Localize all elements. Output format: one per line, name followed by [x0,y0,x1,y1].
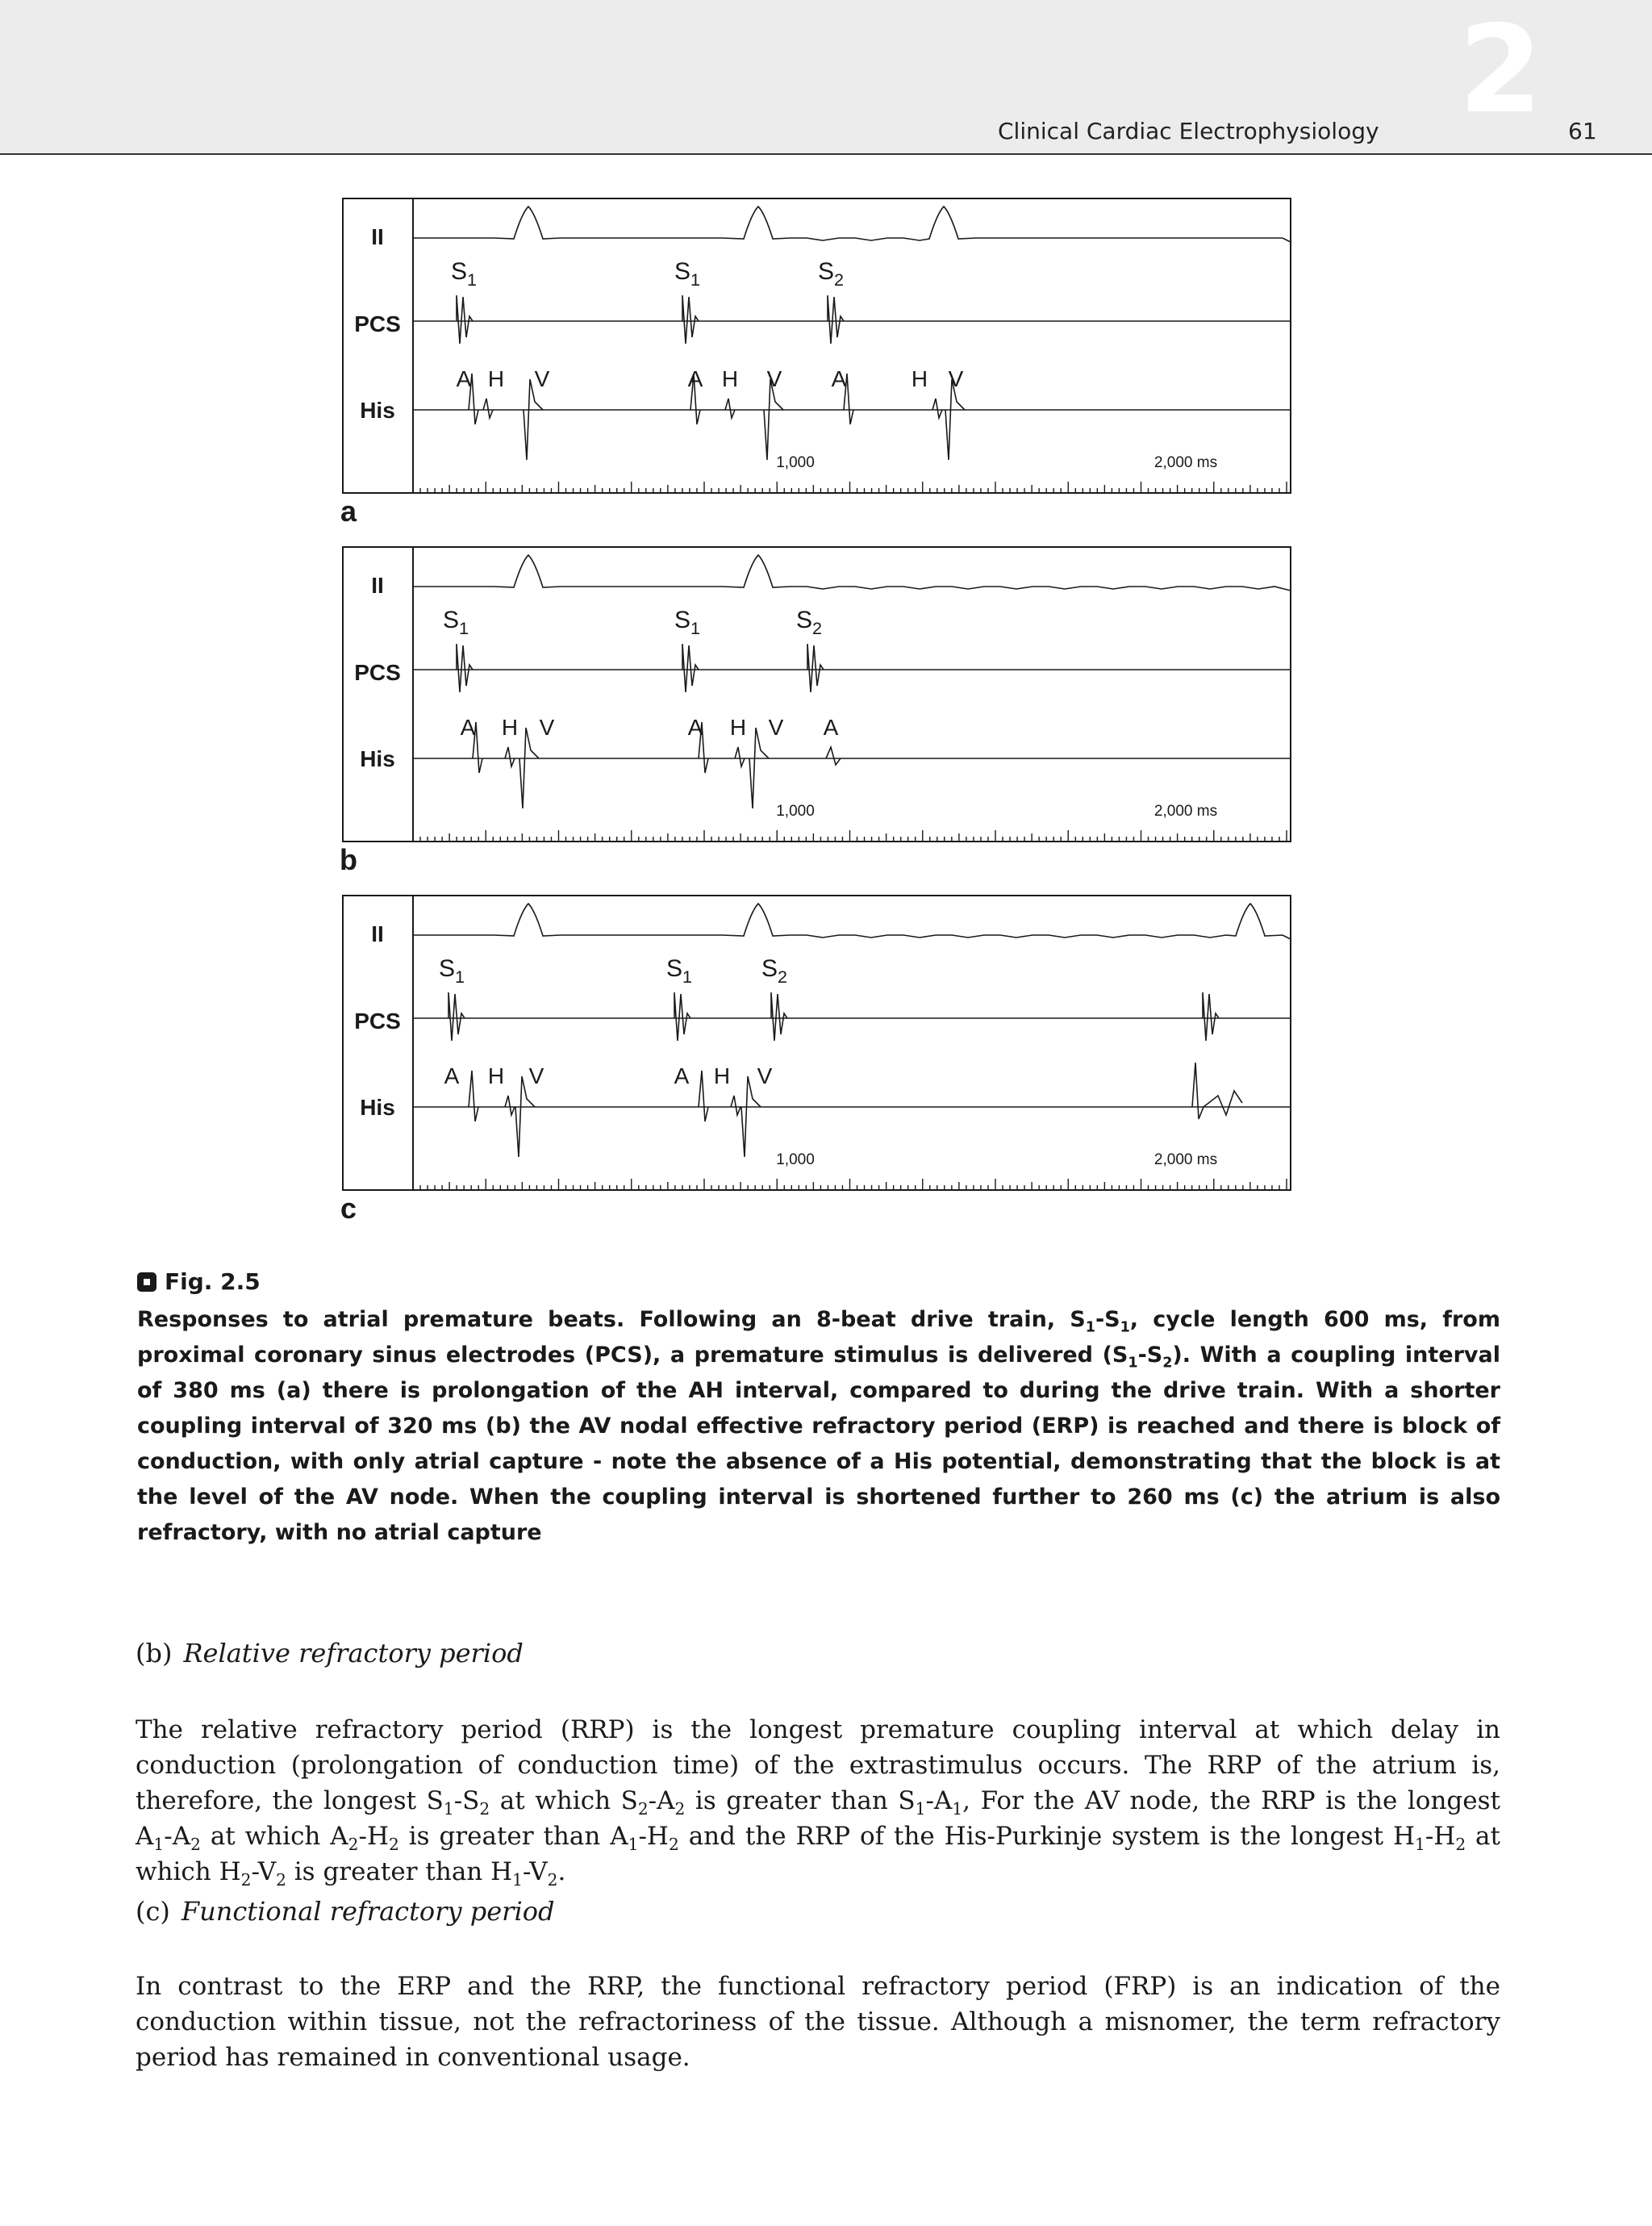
his-component-label: H [487,1063,505,1088]
pcs-stimulus-artifact [457,644,473,692]
running-title: Clinical Cardiac Electrophysiology [998,118,1379,144]
his-component-label: V [948,366,964,391]
stimulus-label: $S_1$ [665,955,693,987]
lead-label-pcs: PCS [354,660,401,685]
chapter-number: 2 [1458,0,1543,140]
lead-label-ii: II [371,573,384,598]
his-component-label: A [687,715,703,740]
his-component-label: H [487,366,505,391]
his-bundle-deflection [505,1096,515,1115]
pcs-stimulus-artifact [682,295,699,344]
his-bundle-deflection [505,747,515,766]
his-component-label: V [528,1063,544,1088]
lead-ii-trace [413,555,1291,591]
section-b-paragraph: The relative refractory period (RRP) is the longest premature coupling interval at which delay in conduction (prolongation of conduction time) of the extrastimulus occurs. The RRP of the atrium is, therefore, the longest $S_1-S_2$ at which $S_2-A_2$ is greater than $S_1-A_1$, For the AV node, the RRP is the longest $A_1-A_2$ at which $A_2-H_2$ is greater than $A_1-H_2$ and the RRP of the His-Purkinje system is the longest $H_1-H_2$ at which $H_2-V_2$ is greater than $H_1-V_2$. [136,1715,1500,1890]
time-axis-label-1000: 1,000 [776,1151,815,1168]
panel-letter-c: c [340,1192,357,1225]
stimulus-label: $S_2$ [761,955,788,987]
lead-ii-trace [413,207,1291,242]
lead-label-pcs: PCS [354,1009,401,1034]
lead-label-his: His [360,398,395,423]
his-ventricular-deflection [524,379,543,460]
his-ventricular-deflection [749,728,769,808]
pcs-stimulus-artifact [807,644,824,692]
lead-label-ii: II [371,921,384,946]
pcs-stimulus-artifact [828,295,844,344]
his-bundle-deflection [735,747,745,766]
time-axis-label-1000: 1,000 [776,454,815,471]
section-b-marker: (b) [136,1638,173,1668]
his-ventricular-deflection [741,1076,761,1157]
pcs-stimulus-artifact [448,992,465,1041]
his-component-label: H [729,715,747,740]
his-component-label: H [501,715,519,740]
his-component-label: V [766,366,782,391]
stimulus-label: $S_1$ [438,955,465,987]
his-component-label: A [456,366,472,391]
ecg-panel-c [343,896,1291,1190]
pcs-stimulus-artifact [674,992,690,1041]
his-ventricular-deflection [515,1076,535,1157]
his-component-label: A [444,1063,460,1088]
time-axis-label-2000: 2,000 ms [1153,803,1218,820]
pcs-stimulus-artifact [771,992,787,1041]
page-number: 61 [1568,118,1597,144]
section-b-heading [136,1638,524,1668]
stimulus-label: $S_1$ [442,607,469,638]
time-axis-label-2000: 2,000 ms [1153,454,1218,471]
his-ventricular-deflection [945,379,965,460]
panel-letter-a: a [340,495,357,528]
figure-caption-text: Responses to atrial premature beats. Following an 8-beat drive train, $S_1-S_1$, cycle length 600 ms, from proximal coronary sinus electrodes (PCS), a premature stimulus is delivered $(S_1-S_2)$. With a coupling interval of 380 ms (a) there is prolongation of the AH interval, compared to during the drive train. With a shorter coupling interval of 320 ms (b) the AV nodal effective refractory period (ERP) is reached and there is block of conduction, with only atrial capture - note the absence of a His potential, demonstrating that the block is at the level of the AV node. When the coupling interval is shortened further to 260 ms (c) the atrium is also refractory, with no atrial capture [137,1307,1500,1545]
stimulus-label: $S_1$ [674,607,701,638]
pcs-stimulus-artifact [682,644,699,692]
his-bundle-deflection [483,399,493,418]
panel-frame [343,547,1291,842]
panel-frame [343,896,1291,1190]
section-c-marker: (c) [136,1896,170,1927]
his-component-label: H [911,366,928,391]
his-component-label: A [460,715,476,740]
stimulus-label: $S_1$ [674,258,701,290]
panel-letter-b: b [340,843,357,876]
his-component-label: V [539,715,555,740]
stimulus-label: $S_2$ [817,258,845,290]
his-component-label: A [831,366,847,391]
stimulus-label: $S_1$ [450,258,478,290]
section-b-title: Relative refractory period [183,1638,524,1668]
lead-label-pcs: PCS [354,311,401,336]
his-bundle-deflection [725,399,735,418]
his-bundle-deflection [932,399,942,418]
his-ventricular-deflection [764,379,783,460]
section-c-heading [136,1896,554,1927]
his-blocked-atrial-deflection [826,747,841,765]
pcs-stimulus-artifact [457,295,473,344]
lead-label-his: His [360,1095,395,1120]
pcs-stimulus-artifact [1203,992,1219,1041]
his-component-label: V [534,366,550,391]
his-component-label: A [823,715,839,740]
time-axis-label-1000: 1,000 [776,803,815,820]
his-component-label: H [721,366,739,391]
his-bundle-deflection [731,1096,740,1115]
figure-caption-label-text: Fig. 2.5 [165,1268,261,1295]
figure-marker-icon [137,1272,156,1292]
his-atrial-deflection [699,1071,708,1121]
his-component-label: H [713,1063,731,1088]
section-c-paragraph: In contrast to the ERP and the RRP, the functional refractory period (FRP) is an indication of the conduction within tissue, not the refractoriness of the tissue. Although a misnomer, the term refractory period has remained in conventional usage. [136,1972,1500,2072]
ecg-panel-a [343,198,1291,493]
his-component-label: V [768,715,784,740]
section-c-title: Functional refractory period [181,1896,555,1927]
his-component-label: A [687,366,703,391]
his-atrial-deflection [469,1071,478,1121]
time-axis-label-2000: 2,000 ms [1153,1151,1218,1168]
panel-frame [343,198,1291,493]
figure-caption-label [137,1268,261,1295]
his-component-label: V [757,1063,773,1088]
stimulus-label: $S_2$ [795,607,823,638]
his-component-label: A [674,1063,690,1088]
lead-ii-trace [413,904,1291,939]
lead-label-his: His [360,746,395,771]
ecg-panel-b [343,547,1291,842]
his-late-deflection [1192,1063,1242,1119]
his-ventricular-deflection [519,728,539,808]
lead-label-ii: II [371,224,384,249]
